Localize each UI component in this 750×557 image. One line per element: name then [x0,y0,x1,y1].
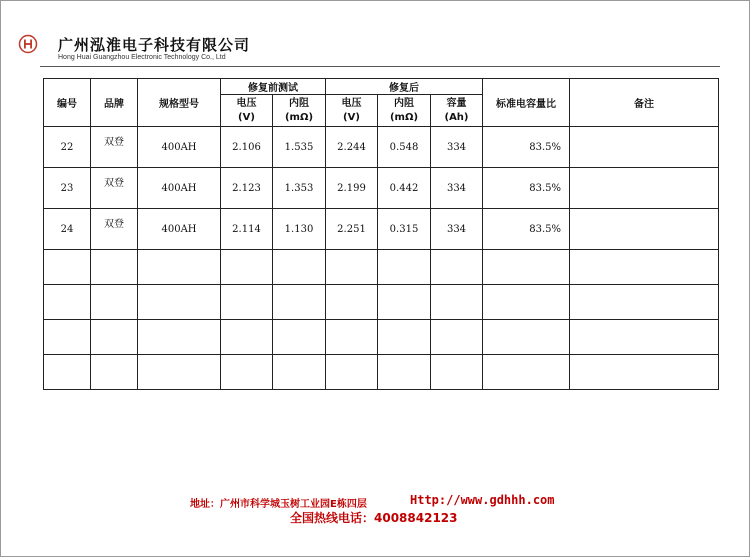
cell-capacity: 334 [431,209,483,250]
header-resistance-before-unit: (mΩ) [284,111,314,123]
header-resistance-after-label: 内阻 [394,97,414,109]
empty-table-row [44,355,719,390]
cell-ratio: 83.5% [483,168,570,209]
battery-repair-table [43,78,719,390]
header-before-group: 修复前测试 [221,79,326,95]
header-divider [40,66,720,67]
cell-remarks [570,168,719,209]
cell-brand: 双登 [91,168,138,209]
header-brand: 品牌 [91,79,138,127]
cell-ratio: 83.5% [483,209,570,250]
header-resistance-after [378,95,431,127]
cell-brand: 双登 [91,209,138,250]
empty-table-row [44,320,719,355]
header-resistance-before-label: 内阻 [289,97,309,109]
header-voltage-before-label: 电压 [236,97,257,109]
table-row [44,127,719,168]
header-voltage-after [326,95,378,127]
table-row [44,168,719,209]
cell-remarks [570,209,719,250]
cell-resistance-before: 1.130 [273,209,326,250]
cell-no: 23 [44,168,91,209]
cell-model: 400AH [138,209,221,250]
cell-voltage-after: 2.251 [326,209,378,250]
header-voltage-after-label: 电压 [341,97,362,109]
cell-voltage-after: 2.199 [326,168,378,209]
cell-remarks [570,127,719,168]
cell-voltage-before: 2.114 [221,209,273,250]
footer-address: 地址：广州市科学城玉树工业园E栋四层 [190,499,367,510]
footer-hotline: 全国热线电话：4008842123 [290,511,458,525]
empty-table-row [44,285,719,320]
footer-website-link[interactable]: Http://www.gdhhh.com [410,493,555,507]
cell-resistance-after: 0.315 [378,209,431,250]
company-name-cn: 广州泓淮电子科技有限公司 [58,36,251,54]
cell-no: 24 [44,209,91,250]
cell-resistance-after: 0.548 [378,127,431,168]
cell-resistance-before: 1.353 [273,168,326,209]
cell-no: 22 [44,127,91,168]
company-name-en: Hong Huai Guangzhou Electronic Technology Co., Ltd [58,54,226,61]
cell-voltage-after: 2.244 [326,127,378,168]
header-voltage-before-unit: (V) [238,111,255,123]
header-resistance-after-unit: (mΩ) [389,111,419,123]
cell-voltage-before: 2.106 [221,127,273,168]
header-no: 编号 [44,79,91,127]
cell-voltage-before: 2.123 [221,168,273,209]
header-capacity [431,95,483,127]
header-resistance-before [273,95,326,127]
header-model: 规格型号 [138,79,221,127]
header-remarks: 备注 [570,79,719,127]
cell-brand: 双登 [91,127,138,168]
cell-capacity: 334 [431,127,483,168]
cell-model: 400AH [138,168,221,209]
table-row [44,209,719,250]
cell-capacity: 334 [431,168,483,209]
cell-resistance-after: 0.442 [378,168,431,209]
company-logo-icon [18,34,38,54]
cell-ratio: 83.5% [483,127,570,168]
header-ratio: 标准电容量比 [483,79,570,127]
header-after-group: 修复后 [326,79,483,95]
cell-resistance-before: 1.535 [273,127,326,168]
cell-model: 400AH [138,127,221,168]
header-capacity-label: 容量 [446,97,467,109]
empty-table-row [44,250,719,285]
header-voltage-after-unit: (V) [343,111,360,123]
header-capacity-unit: (Ah) [444,111,469,123]
header-voltage-before [221,95,273,127]
